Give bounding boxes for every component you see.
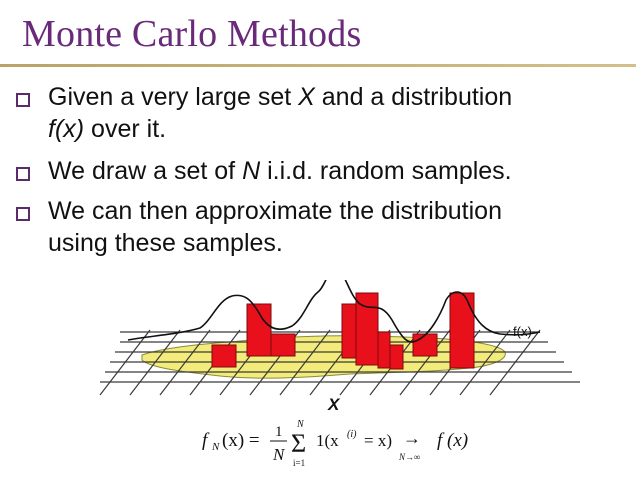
histogram-bar — [378, 332, 390, 368]
svg-text:N: N — [212, 441, 220, 453]
svg-text:1: 1 — [275, 424, 283, 440]
summation-symbol: Σ — [291, 429, 307, 458]
limit-arrow: → — [403, 428, 421, 448]
svg-text:N→∞: N→∞ — [399, 452, 421, 462]
estimator-formula — [202, 419, 468, 468]
monte-carlo-figure — [0, 280, 636, 492]
histogram-bar — [450, 293, 474, 368]
svg-text:N: N — [273, 445, 285, 464]
curve-label: f(x) — [513, 324, 532, 339]
square-bullet-icon — [16, 93, 30, 107]
svg-text:(i): (i) — [347, 429, 357, 440]
svg-text:= x): = x) — [364, 431, 392, 450]
svg-text:f: f — [202, 430, 208, 451]
square-bullet-icon — [16, 167, 30, 181]
histogram-bar — [212, 345, 236, 367]
histogram-bar — [413, 334, 437, 356]
histogram-bar — [342, 304, 356, 358]
slide: Monte Carlo Methods Given a very large set X and a distribution f(x) over it. We draw a set of N i.i.d. random samples. We can then approximate the distribution using these samples. f(x) X f N (x) = 1 N N Σ i=1 1(x (i) = x) → N→∞ f (x) — [0, 0, 636, 492]
histogram-bar — [390, 345, 403, 369]
axis-label-x: X — [328, 395, 340, 414]
square-bullet-icon — [16, 207, 30, 221]
slide-title: Monte Carlo Methods — [22, 13, 362, 55]
svg-text:(x) =: (x) = — [222, 430, 260, 451]
svg-text:f (x): f (x) — [437, 430, 469, 451]
histogram-bar — [271, 334, 295, 356]
svg-text:N: N — [297, 419, 304, 430]
svg-text:1(x: 1(x — [316, 431, 339, 450]
bullet-item-1-continuation: f(x) over it. — [48, 115, 167, 143]
bullet-item-3-continuation: using these samples. — [48, 229, 283, 257]
title-divider — [0, 64, 636, 67]
svg-text:i=1: i=1 — [293, 458, 306, 468]
